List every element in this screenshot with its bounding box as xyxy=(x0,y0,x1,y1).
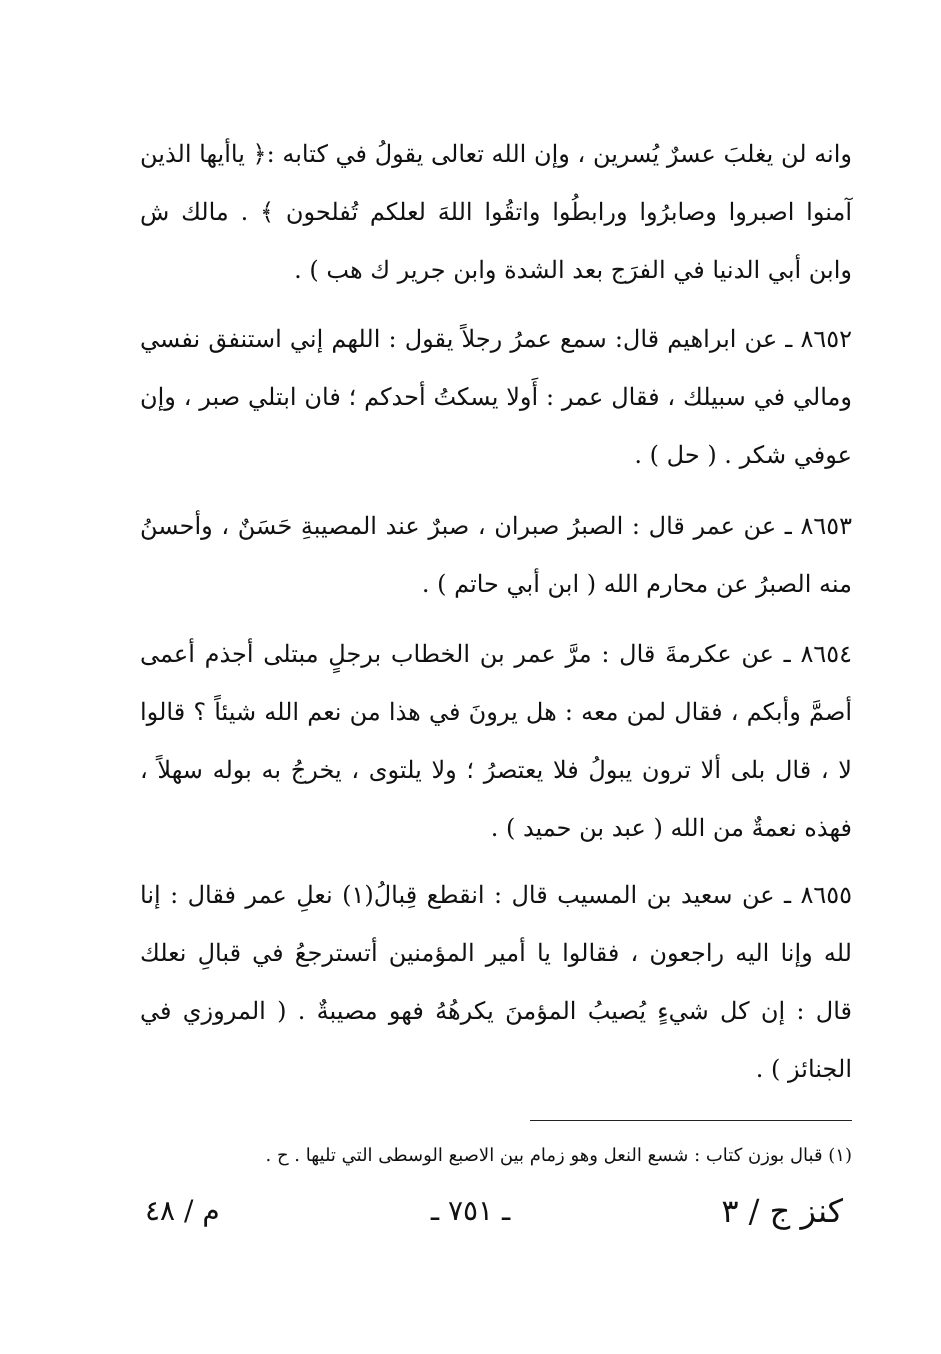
hadith-8654 xyxy=(140,625,852,857)
paragraph-text: ٨٦٥٣ ـ عن عمر قال : الصبرُ صبران ، صبرٌ عند المصيبةِ حَسَنٌ ، وأحسنُ منه الصبرُ عن محارم الله ( ابن أبي حاتم ) . xyxy=(140,512,852,598)
footnote: (١) قبال بوزن كتاب : شسع النعل وهو زمام بين الاصبع الوسطى التي تليها . ح . xyxy=(265,1145,852,1166)
sheet-reference: م / ٤٨ xyxy=(145,1194,220,1227)
paragraph-text: ٨٦٥٤ ـ عن عكرمةَ قال : مرَّ عمر بن الخطاب برجلٍ مبتلى أجذم أعمى أصمَّ وأبكم ، فقال لمن معه : هل يرونَ في هذا من نعم الله شيئاً ؟ قالوا لا ، قال بلى ألا ترون يبولُ فلا يعتصرُ ؛ ولا يلتوى ، يخرجُ به بوله سهلاً ، فهذه نعمةٌ من الله ( عبد بن حميد ) . xyxy=(140,640,852,842)
footnote-divider xyxy=(530,1120,852,1121)
book-reference: كنز ج / ٣ xyxy=(721,1192,843,1230)
page-number: ـ ٧٥١ ـ xyxy=(430,1194,511,1227)
paragraph-intro xyxy=(140,125,852,299)
paragraph-text: ٨٦٥٢ ـ عن ابراهيم قال: سمع عمرُ رجلاً يقول : اللهم إني استنفق نفسي ومالي في سبيلك ، فقال عمر : أَولا يسكتُ أحدكم ؛ فان ابتلي صبر ، وإن عوفي شكر . ( حل ) . xyxy=(140,325,852,469)
paragraph-text: وانه لن يغلبَ عسرٌ يُسرين ، وإن الله تعالى يقولُ في كتابه :﴿ ياأيها الذين آمنوا اصبروا وصابرُوا ورابطُوا واتقُوا اللهَ لعلكم تُفلحون ﴾ . مالك ش وابن أبي الدنيا في الفرَج بعد الشدة وابن جرير ك هب ) . xyxy=(140,140,852,284)
paragraph-text: ٨٦٥٥ ـ عن سعيد بن المسيب قال : انقطع قِبالُ(١) نعلِ عمر فقال : إنا لله وإنا اليه راجعون ، فقالوا يا أمير المؤمنين أتسترجعُ في قبالِ نعلك قال : إن كل شيءٍ يُصيبُ المؤمنَ يكرهُهُ فهو مصيبةٌ . ( المروزي في الجنائز ) . xyxy=(140,881,852,1083)
hadith-8655 xyxy=(140,866,852,1098)
hadith-8653 xyxy=(140,497,852,613)
hadith-8652 xyxy=(140,310,852,484)
